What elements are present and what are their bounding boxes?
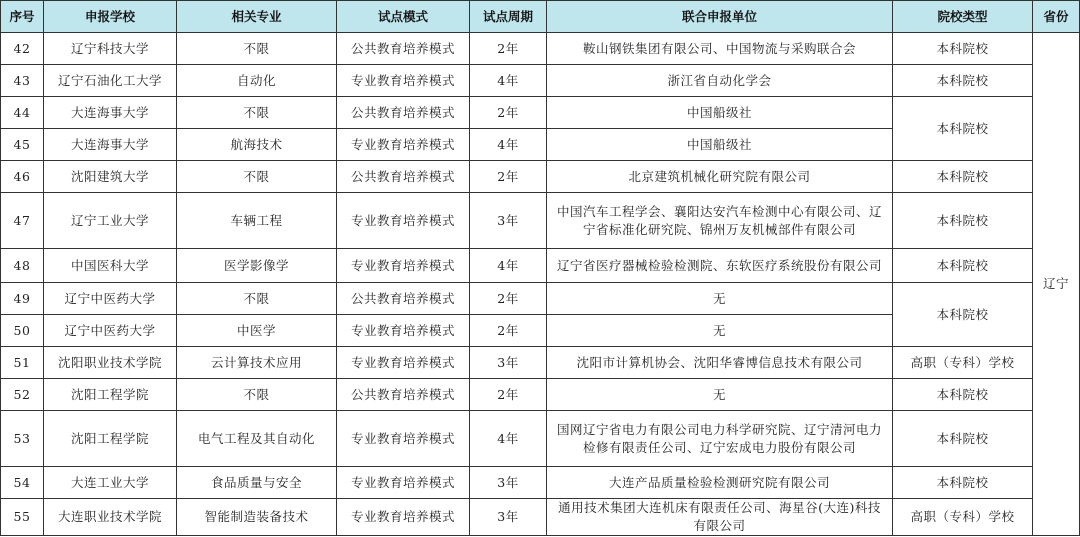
header-partner: 联合申报单位 (547, 1, 893, 33)
cell-seq: 43 (1, 65, 44, 97)
cell-type: 本科院校 (893, 65, 1033, 97)
cell-seq: 48 (1, 249, 44, 283)
cell-major: 医学影像学 (177, 249, 337, 283)
header-row (1, 1, 1080, 33)
cell-period: 2年 (470, 33, 547, 65)
header-school: 申报学校 (44, 1, 177, 33)
cell-type: 高职（专科）学校 (893, 499, 1033, 536)
cell-seq: 55 (1, 499, 44, 536)
cell-type: 本科院校 (893, 249, 1033, 283)
table-row (1, 467, 1080, 499)
cell-partner: 鞍山钢铁集团有限公司、中国物流与采购联合会 (547, 33, 893, 65)
cell-school: 辽宁工业大学 (44, 193, 177, 249)
cell-school: 辽宁中医药大学 (44, 283, 177, 315)
cell-major: 智能制造装备技术 (177, 499, 337, 536)
header-type: 院校类型 (893, 1, 1033, 33)
cell-major: 不限 (177, 97, 337, 129)
header-period: 试点周期 (470, 1, 547, 33)
cell-seq: 47 (1, 193, 44, 249)
cell-period: 4年 (470, 129, 547, 161)
cell-seq: 42 (1, 33, 44, 65)
cell-school: 沈阳工程学院 (44, 379, 177, 411)
cell-school: 沈阳工程学院 (44, 411, 177, 467)
cell-period: 4年 (470, 411, 547, 467)
cell-partner: 中国汽车工程学会、襄阳达安汽车检测中心有限公司、辽宁省标准化研究院、锦州万友机械部件有限公司 (547, 193, 893, 249)
table-row (1, 379, 1080, 411)
cell-period: 2年 (470, 315, 547, 347)
cell-partner: 无 (547, 283, 893, 315)
cell-mode: 专业教育培养模式 (337, 65, 470, 97)
cell-seq: 46 (1, 161, 44, 193)
table-row (1, 347, 1080, 379)
table-row (1, 283, 1080, 315)
cell-partner: 浙江省自动化学会 (547, 65, 893, 97)
cell-type: 本科院校 (893, 379, 1033, 411)
cell-period: 2年 (470, 379, 547, 411)
cell-school: 辽宁中医药大学 (44, 315, 177, 347)
table-row (1, 97, 1080, 129)
table-row (1, 411, 1080, 467)
cell-school: 沈阳职业技术学院 (44, 347, 177, 379)
cell-partner: 中国船级社 (547, 129, 893, 161)
table-row (1, 193, 1080, 249)
cell-type: 本科院校 (893, 161, 1033, 193)
table-row (1, 161, 1080, 193)
cell-school: 辽宁石油化工大学 (44, 65, 177, 97)
cell-major: 不限 (177, 161, 337, 193)
cell-type: 本科院校 (893, 97, 1033, 161)
cell-mode: 公共教育培养模式 (337, 283, 470, 315)
cell-seq: 54 (1, 467, 44, 499)
cell-partner: 中国船级社 (547, 97, 893, 129)
cell-seq: 53 (1, 411, 44, 467)
cell-school: 沈阳建筑大学 (44, 161, 177, 193)
cell-mode: 专业教育培养模式 (337, 193, 470, 249)
table-row (1, 65, 1080, 97)
header-seq: 序号 (1, 1, 44, 33)
cell-seq: 44 (1, 97, 44, 129)
cell-mode: 公共教育培养模式 (337, 97, 470, 129)
cell-partner: 国网辽宁省电力有限公司电力科学研究院、辽宁清河电力检修有限责任公司、辽宁宏成电力股份有限公司 (547, 411, 893, 467)
cell-major: 食品质量与安全 (177, 467, 337, 499)
cell-type: 本科院校 (893, 193, 1033, 249)
cell-seq: 50 (1, 315, 44, 347)
cell-major: 中医学 (177, 315, 337, 347)
cell-major: 不限 (177, 379, 337, 411)
cell-mode: 专业教育培养模式 (337, 315, 470, 347)
cell-mode: 专业教育培养模式 (337, 129, 470, 161)
cell-type: 本科院校 (893, 467, 1033, 499)
cell-major: 电气工程及其自动化 (177, 411, 337, 467)
cell-school: 大连工业大学 (44, 467, 177, 499)
cell-seq: 51 (1, 347, 44, 379)
cell-school: 辽宁科技大学 (44, 33, 177, 65)
header-province: 省份 (1033, 1, 1080, 33)
cell-seq: 52 (1, 379, 44, 411)
cell-major: 车辆工程 (177, 193, 337, 249)
cell-school: 大连海事大学 (44, 129, 177, 161)
cell-period: 2年 (470, 161, 547, 193)
cell-partner: 通用技术集团大连机床有限责任公司、海星谷(大连)科技有限公司 (547, 499, 893, 536)
cell-mode: 公共教育培养模式 (337, 379, 470, 411)
header-major: 相关专业 (177, 1, 337, 33)
table-row (1, 33, 1080, 65)
cell-province: 辽宁 (1033, 33, 1080, 536)
cell-period: 3年 (470, 347, 547, 379)
cell-partner: 无 (547, 379, 893, 411)
cell-major: 云计算技术应用 (177, 347, 337, 379)
cell-major: 不限 (177, 33, 337, 65)
cell-mode: 公共教育培养模式 (337, 161, 470, 193)
cell-mode: 专业教育培养模式 (337, 249, 470, 283)
cell-period: 4年 (470, 249, 547, 283)
cell-mode: 专业教育培养模式 (337, 347, 470, 379)
cell-partner: 辽宁省医疗器械检验检测院、东软医疗系统股份有限公司 (547, 249, 893, 283)
cell-period: 3年 (470, 499, 547, 536)
cell-type: 本科院校 (893, 33, 1033, 65)
cell-period: 2年 (470, 97, 547, 129)
table-row (1, 249, 1080, 283)
cell-seq: 45 (1, 129, 44, 161)
cell-school: 中国医科大学 (44, 249, 177, 283)
cell-mode: 公共教育培养模式 (337, 33, 470, 65)
cell-mode: 专业教育培养模式 (337, 467, 470, 499)
table-row (1, 499, 1080, 536)
cell-school: 大连海事大学 (44, 97, 177, 129)
cell-mode: 专业教育培养模式 (337, 499, 470, 536)
cell-period: 4年 (470, 65, 547, 97)
cell-partner: 沈阳市计算机协会、沈阳华睿博信息技术有限公司 (547, 347, 893, 379)
cell-seq: 49 (1, 283, 44, 315)
cell-school: 大连职业技术学院 (44, 499, 177, 536)
cell-partner: 北京建筑机械化研究院有限公司 (547, 161, 893, 193)
cell-partner: 大连产品质量检验检测研究院有限公司 (547, 467, 893, 499)
cell-period: 3年 (470, 467, 547, 499)
cell-mode: 专业教育培养模式 (337, 411, 470, 467)
cell-type: 本科院校 (893, 411, 1033, 467)
cell-major: 自动化 (177, 65, 337, 97)
cell-partner: 无 (547, 315, 893, 347)
cell-type: 高职（专科）学校 (893, 347, 1033, 379)
cell-major: 航海技术 (177, 129, 337, 161)
header-mode: 试点模式 (337, 1, 470, 33)
cell-type: 本科院校 (893, 283, 1033, 347)
cell-period: 3年 (470, 193, 547, 249)
cell-period: 2年 (470, 283, 547, 315)
cell-major: 不限 (177, 283, 337, 315)
